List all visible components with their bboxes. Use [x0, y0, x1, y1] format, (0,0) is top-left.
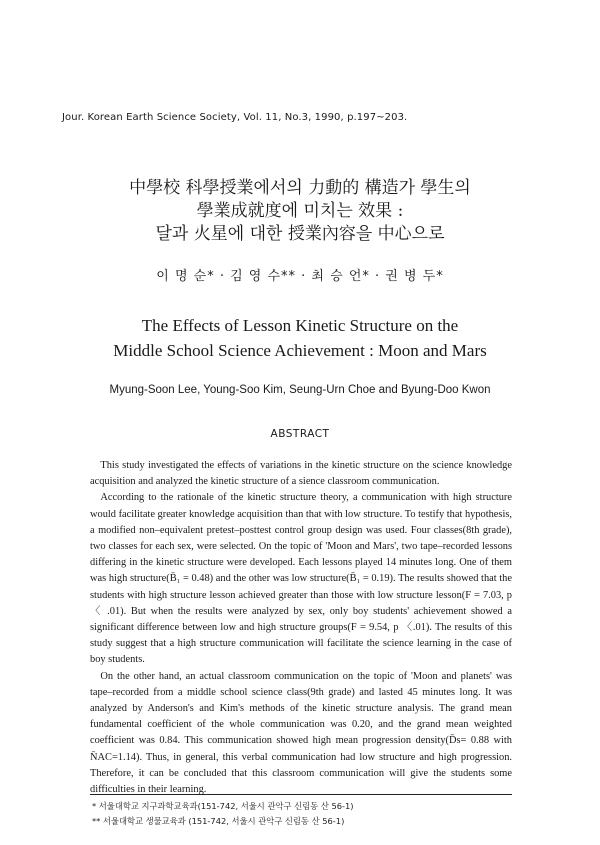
korean-authors: 이 명 순* · 김 영 수** · 최 승 언* · 권 병 두* — [156, 269, 444, 284]
english-title-line: Middle School Science Achievement : Moon and Mars — [113, 341, 487, 360]
english-title-line: The Effects of Lesson Kinetic Structure on the — [141, 316, 459, 335]
abstract-heading: ABSTRACT — [270, 428, 330, 440]
korean-title-line: 學業成就度에 미치는 效果 : — [196, 201, 404, 221]
korean-title — [0, 177, 600, 246]
footnote: * 서울대학교 지구과학교육과(151-742, 서울시 관악구 신림동 산 56-1) — [92, 801, 354, 811]
footnotes — [92, 799, 354, 829]
journal-reference: Jour. Korean Earth Science Society, Vol. 11, No.3, 1990, p.197~203. — [62, 112, 408, 123]
abstract-paragraph: This study investigated the effects of variations in the kinetic structure on the science knowledge acquisition and analyzed the kinetic structure of a sience classroom communication. — [90, 460, 512, 488]
english-authors: Myung-Soon Lee, Young-Soo Kim, Seung-Urn Choe and Byung-Doo Kwon — [109, 384, 491, 396]
abstract-body — [90, 458, 512, 798]
abstract-paragraph: On the other hand, an actual classroom communication on the topic of 'Moon and planets' was tape–recorded from a middle school science class(9th grade) and lasted 45 minutes long. It was analyzed by Anderson's and Kim's methods of the kinetic structure analysis. The grand mean fundamental coefficient of the whole communication was 0.20, and the grand mean weighted coefficient was 0.84. This communication showed high mean progression density(D̄s= 0.88 with N̄AC=1.14). Thus, in general, this verbal communication had low structure and high progression. Therefore, it can be concluded that this classroom communication will give the students some difficulties in their learning. — [90, 670, 512, 796]
abstract-paragraph: According to the rationale of the kinetic structure theory, a communication with high structure would facilitate greater knowledge acquisition than that with low structure. To testify that hypothesis, a modified non–equivalent pretest–posttest control group design was used. Four classes(8th grade), two classes for each sex, were selected. On the topic of 'Moon and Mars', two tape–recorded lessons differing in the kinetic structure were developed. Each lessons played 14 minutes long. One of them was high structure(B̄₁ = 0.48) and the other was low structure(B̄₁ = 0.19). The results showed that the students with high structure lesson achieved greater than those with low structure lesson(F = 7.03, p 〈 .01). But when the results were analyzed by sex, only boy students' achievement showed a significant difference between low and high structure groups(F = 9.54, p 〈.01). The results of this study suggest that a high structure communication will facilitate the science learning in the case of boy students. — [90, 492, 512, 666]
korean-title-line: 中學校 科學授業에서의 力動的 構造가 學生의 — [129, 178, 471, 198]
footnote: ** 서울대학교 생물교육과 (151-742, 서울시 관악구 신림동 산 56-1) — [92, 816, 345, 826]
korean-title-line: 달과 火星에 대한 授業內容을 中心으로 — [155, 224, 445, 244]
footnote-divider — [90, 794, 512, 795]
english-title — [0, 313, 600, 363]
